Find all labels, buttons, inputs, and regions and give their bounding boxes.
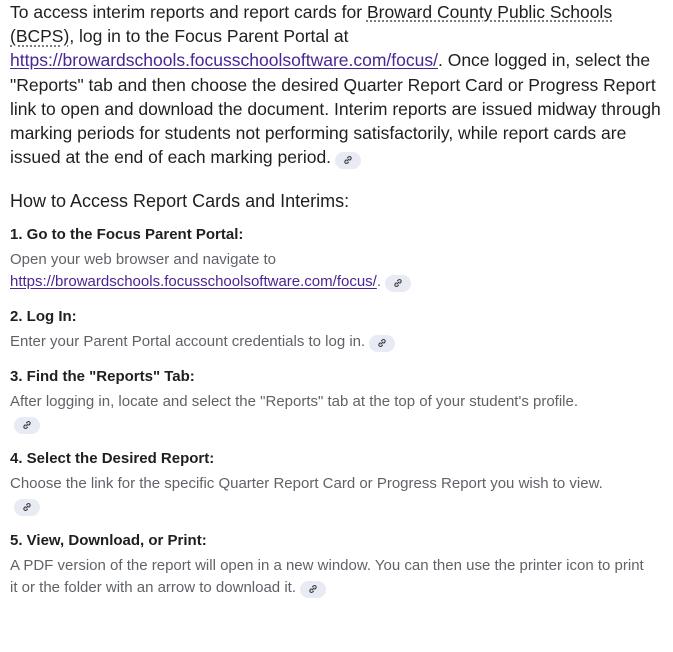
step-4 xyxy=(10,450,663,517)
intro-text-1: To access interim reports and report cards for xyxy=(10,2,367,22)
citation-button[interactable] xyxy=(300,581,326,598)
step-3 xyxy=(10,368,663,435)
step-description: Enter your Parent Portal account credentials to log in. xyxy=(10,331,663,353)
step-5 xyxy=(10,532,663,599)
step-title: 1. Go to the Focus Parent Portal: xyxy=(10,226,244,244)
step-description: After logging in, locate and select the "Reports" tab at the top of your student's profile. xyxy=(10,391,590,435)
citation-button[interactable] xyxy=(335,152,361,169)
link-icon xyxy=(343,155,353,165)
step-title: 2. Log In: xyxy=(10,308,77,326)
district-abbr[interactable]: (BCPS) xyxy=(10,26,70,47)
link-icon xyxy=(22,420,32,430)
step-description: Choose the link for the specific Quarter Report Card or Progress Report you wish to view. xyxy=(10,473,620,517)
link-icon xyxy=(22,502,32,512)
citation-button[interactable] xyxy=(385,275,411,292)
link-icon xyxy=(308,584,318,594)
link-icon xyxy=(393,278,403,288)
intro-text-2: , log in to the Focus Parent Portal at xyxy=(69,26,349,47)
step-title: 3. Find the "Reports" Tab: xyxy=(10,368,195,386)
citation-button[interactable] xyxy=(369,335,395,352)
step-title: 5. View, Download, or Print: xyxy=(10,532,207,550)
step-1 xyxy=(10,226,663,293)
citation-button[interactable] xyxy=(14,499,40,516)
step-title: 4. Select the Desired Report: xyxy=(10,450,215,468)
citation-button[interactable] xyxy=(14,417,40,434)
portal-link-step[interactable]: https://browardschools.focusschoolsoftware.com/focus/ xyxy=(10,273,377,291)
step-2 xyxy=(10,308,663,353)
link-icon xyxy=(377,338,387,348)
step-description: Open your web browser and navigate to https://browardschools.focusschoolsoftware.com/focus/. xyxy=(10,249,663,293)
section-heading: How to Access Report Cards and Interims: xyxy=(10,191,350,212)
step-description: A PDF version of the report will open in a new window. You can then use the printer icon to print it or the folder with an arrow to download it. xyxy=(10,557,644,597)
intro-text-3: . Once logged in, select the "Reports" tab and then choose the desired Quarter Report Card or Progress Report link to open and download the document. Interim reports are issued midway through marking periods for students not performing satisfactorily, while report cards are issued at the end of each marking period. xyxy=(10,50,661,168)
portal-link[interactable]: https://browardschools.focusschoolsoftware.com/focus/ xyxy=(10,50,438,71)
district-term[interactable]: Broward County Public Schools xyxy=(366,2,613,22)
intro-paragraph xyxy=(10,0,663,169)
